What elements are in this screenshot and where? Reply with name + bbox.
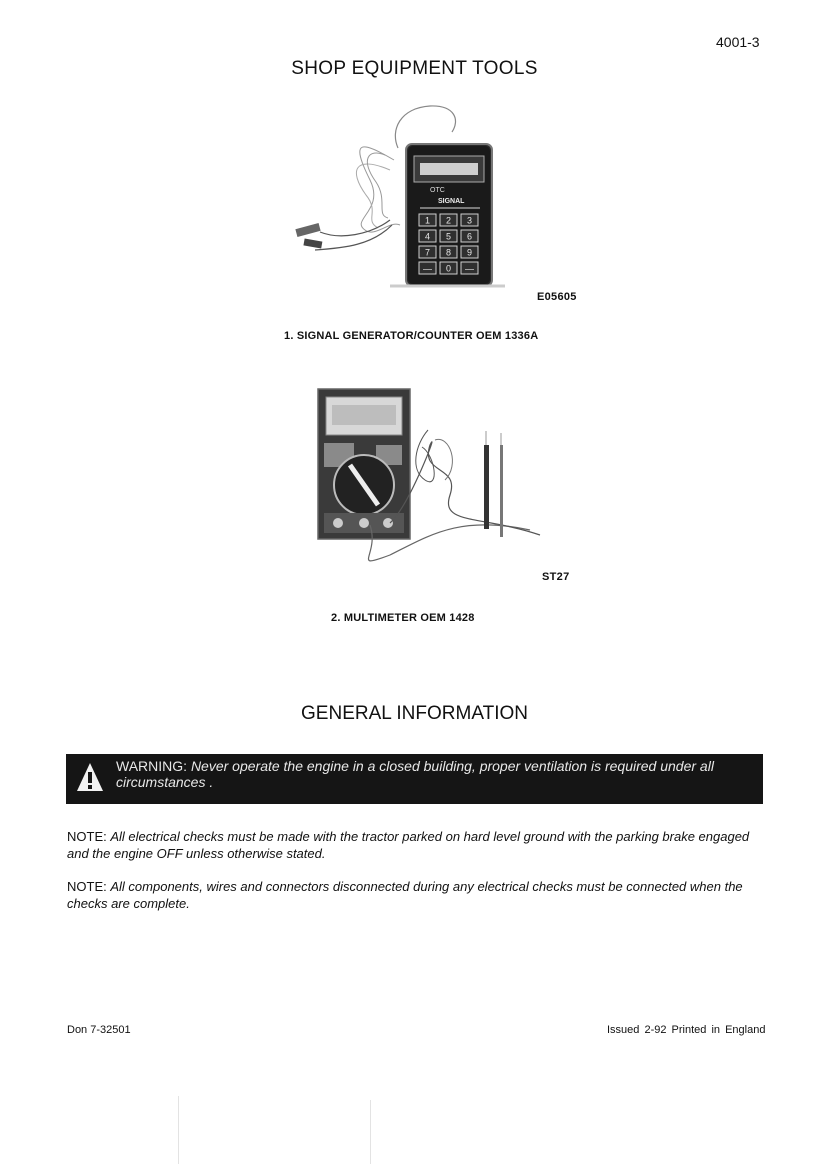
keypad-key-label: 5 [445,231,452,242]
keypad-key-label: — [423,263,432,274]
warning-message: Never operate the engine in a closed building, proper ventilation is required under all circumstances . [116,758,714,790]
multimeter-photo [310,385,570,580]
page-number: 4001-3 [716,34,760,50]
issue-print-info: Issued 2-92 Printed in England [607,1024,766,1036]
keypad-key-label: 0 [445,263,452,274]
keypad-key-label: 1 [424,215,431,226]
note-paragraph [67,828,767,862]
figure-code: E05605 [537,291,577,303]
keypad-key-label: — [465,263,474,274]
signal-generator-photo [290,100,510,300]
keypad-key-label: 9 [466,247,473,258]
warning-text [116,758,735,790]
note-text: All components, wires and connectors disconnected during any electrical checks must be connected when the checks are complete. [67,879,743,911]
keypad-key-label: 3 [466,215,473,226]
keypad-key-label: 7 [424,247,431,258]
figure-code: ST27 [542,571,570,583]
document-number: Don 7-32501 [67,1024,131,1036]
warning-label: WARNING: [116,758,188,774]
scan-artifact [178,1096,179,1164]
device-name: SIGNAL [438,198,465,205]
keypad-key-label: 4 [424,231,431,242]
device-logo: OTC [430,187,445,194]
section-title: GENERAL INFORMATION [301,703,528,724]
page-title: SHOP EQUIPMENT TOOLS [291,58,538,79]
figure-caption: 1. SIGNAL GENERATOR/COUNTER OEM 1336A [284,330,539,342]
figure-caption: 2. MULTIMETER OEM 1428 [331,612,475,624]
note-label: NOTE: [67,879,107,894]
keypad-key-label: 2 [445,215,452,226]
warning-box [66,754,763,804]
scan-artifact [370,1100,371,1164]
keypad-key-label: 8 [445,247,452,258]
note-paragraph [67,878,767,912]
warning-triangle-icon [76,761,104,795]
note-label: NOTE: [67,829,107,844]
note-text: All electrical checks must be made with the tractor parked on hard level ground with the parking brake engaged and the engine OFF unless otherwise stated. [67,829,750,861]
keypad-key-label: 6 [466,231,473,242]
